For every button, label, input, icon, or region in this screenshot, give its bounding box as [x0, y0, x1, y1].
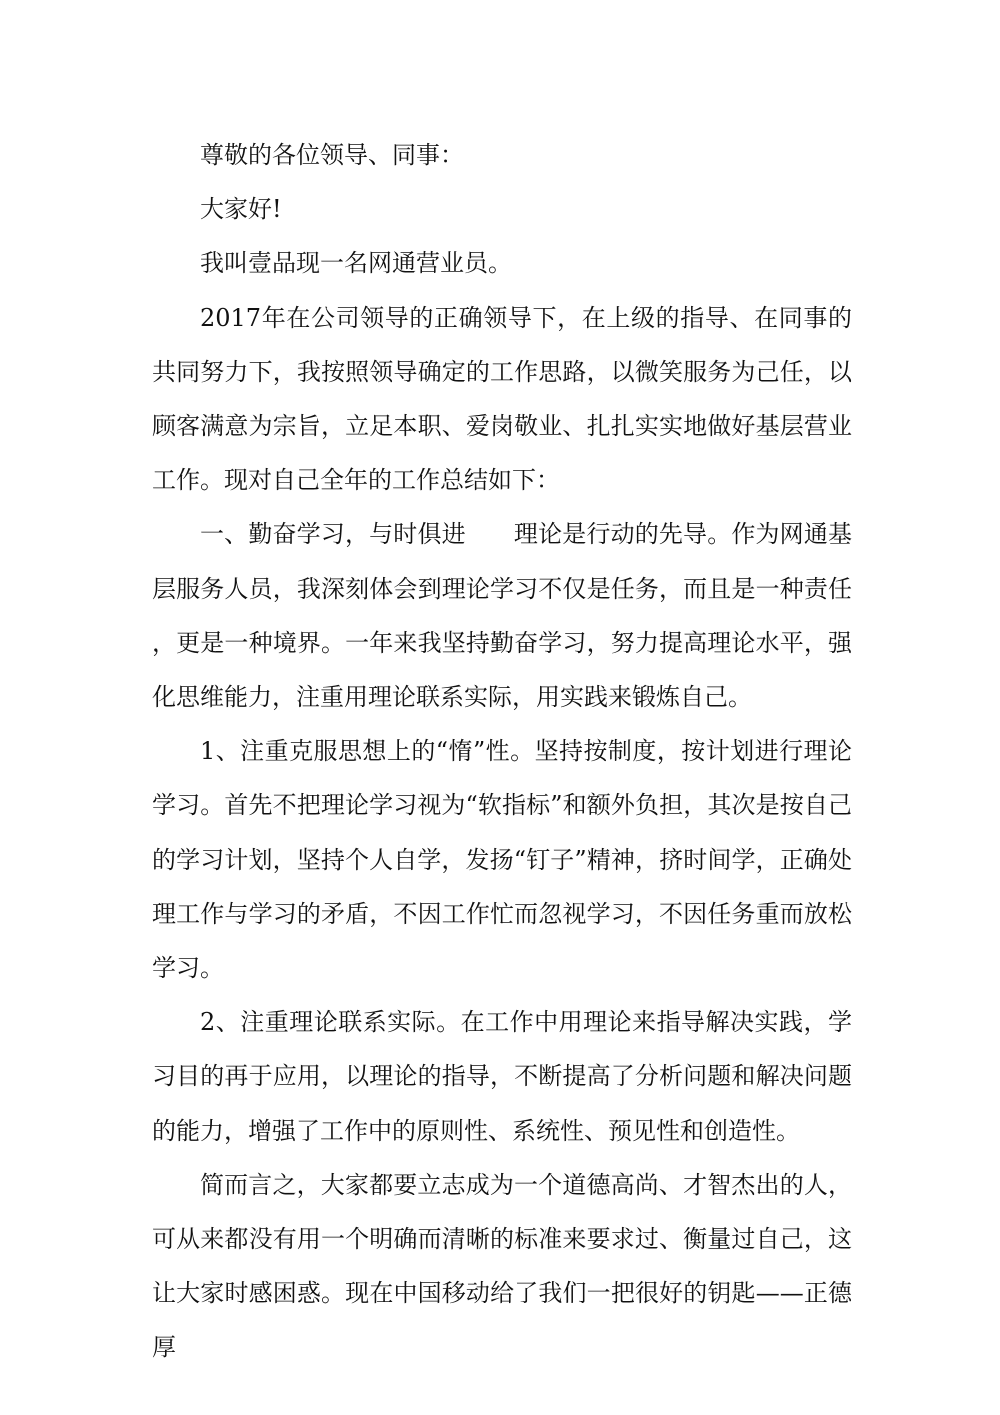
intro-paragraph: 我叫壹品现一名网通营业员。: [200, 249, 512, 278]
point-two-paragraph: 2、注重理论联系实际。在工作中用理论来指导解决实践，学习目的再于应用，以理论的指导，不断提高了分析问题和解决问题的能力，增强了工作中的原则性、系统性、预见性和创造性。: [152, 1008, 852, 1145]
greeting: 大家好!: [200, 195, 282, 224]
section-one-body: 理论是行动的先导。作为网通基层服务人员，我深刻体会到理论学习不仅是任务，而且是一种责任，更是一种境界。一年来我坚持勤奋学习，努力提高理论水平，强化思维能力，注重用理论联系实际，用实践来锻炼自己。: [152, 520, 853, 712]
section-one-heading: 一、勤奋学习，与时俱进: [200, 520, 466, 549]
conclusion-paragraph: 简而言之，大家都要立志成为一个道德高尚、才智杰出的人，可从来都没有用一个明确而清晰的标准来要求过、衡量过自己，这让大家时感困惑。现在中国移动给了我们一把很好的钥匙——正德厚: [152, 1170, 852, 1362]
point-one-paragraph: 1、注重克服思想上的“惰”性。坚持按制度，按计划进行理论学习。首先不把理论学习视为“软指标”和额外负担，其次是按自己的学习计划，坚持个人自学，发扬“钉子”精神，挤时间学，正确处理工作与学习的矛盾，不因工作忙而忽视学习，不因任务重而放松学习。: [152, 737, 852, 983]
document-page: [152, 128, 852, 1375]
summary-intro-paragraph: 2017年在公司领导的正确领导下，在上级的指导、在同事的共同努力下，我按照领导确定的工作思路，以微笑服务为己任，以顾客满意为宗旨，立足本职、爱岗敬业、扎扎实实地做好基层营业工作。现对自己全年的工作总结如下：: [152, 303, 852, 495]
salutation: 尊敬的各位领导、同事：: [200, 141, 464, 169]
section-one-paragraph: [152, 507, 852, 724]
